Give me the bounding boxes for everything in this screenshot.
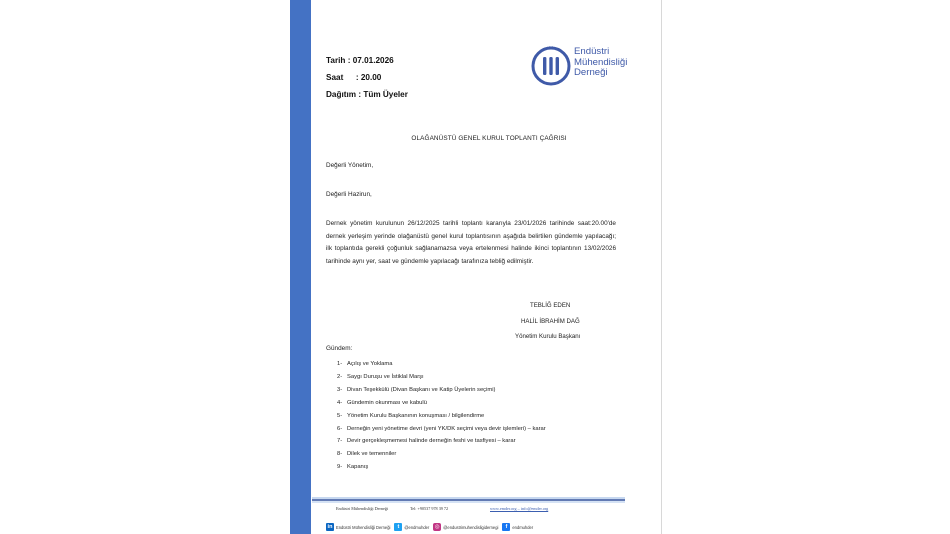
logo-line-2: Mühendisliği xyxy=(574,56,628,68)
logo-line-1: Endüstri xyxy=(574,46,610,57)
footer-org: Endüstri Mühendisliği Derneği xyxy=(336,506,389,511)
footer-phone: Tel: +90537 978 39 72 xyxy=(410,506,449,511)
header-meta xyxy=(326,52,408,103)
logo-arc-text: Endüstri Mühendisliği Derneği xyxy=(532,45,562,65)
time-label: Saat xyxy=(326,73,344,82)
date-label: Tarih xyxy=(326,56,346,65)
document-title: OLAĞANÜSTÜ GENEL KURUL TOPLANTI ÇAĞRISI xyxy=(411,135,567,142)
agenda-item: 9- Kapanış xyxy=(337,464,369,471)
agenda-item: 4- Gündemin okunması ve kabulü xyxy=(337,399,427,406)
date-row xyxy=(326,52,408,69)
footer-links[interactable]: www.emder.org – info@emder.org xyxy=(490,506,549,511)
time-row xyxy=(326,69,408,86)
greeting-attendees: Değerli Hazirun, xyxy=(326,191,372,198)
distribution-value: : Tüm Üyeler xyxy=(358,90,408,99)
social-bar xyxy=(326,522,537,532)
facebook-icon: f xyxy=(502,523,510,531)
agenda-item: 6- Derneğin yeni yönetime devri (yeni YK/DK seçimi veya devir işlemleri) – karar xyxy=(337,425,546,432)
agenda-item: 7- Devir gerçekleşmemesi halinde derneğin feshi ve tasfiyesi – karar xyxy=(337,438,516,445)
agenda-item: 1- Açılış ve Yoklama xyxy=(337,361,393,367)
left-accent-stripe xyxy=(290,0,311,534)
agenda-heading: Gündem: xyxy=(326,345,353,352)
twitter-icon: t xyxy=(394,523,402,531)
logo-line-3: Derneği xyxy=(574,67,608,78)
agenda-item: 5- Yönetim Kurulu Başkanının konuşması / bilgilendirme xyxy=(337,412,485,419)
logo-wordmark xyxy=(574,47,627,79)
footer-divider xyxy=(312,496,625,504)
social-instagram[interactable]: ◎ @endustrimuhendisligidernegi xyxy=(434,524,499,530)
social-linkedin[interactable]: in Endüstri Mühendisliği Derneği xyxy=(327,524,391,530)
agenda-list xyxy=(337,358,546,474)
distribution-row xyxy=(326,86,408,103)
agenda-item: 2- Saygı Duruşu ve İstiklal Marşı xyxy=(337,373,424,380)
instagram-icon: ◎ xyxy=(434,524,440,530)
greeting-management: Değerli Yönetim, xyxy=(326,162,374,169)
social-twitter[interactable]: t @endmuhder xyxy=(394,523,429,531)
signature-role: Yönetim Kurulu Başkanı xyxy=(515,333,581,340)
social-facebook[interactable]: f endmuhder xyxy=(502,523,533,531)
distribution-label: Dağıtım xyxy=(326,90,357,99)
signature-heading: TEBLİĞ EDEN xyxy=(530,302,571,309)
body-paragraph: Dernek yönetim kurulunun 26/12/2025 tarihli toplantı kararıyla 23/01/2026 tarihinde saat:20.00'de dernek yerleşim yerinde olağanüstü genel kurul toplantısının aşağıda belirtilen gündemle yapılacağı; ilk toplantıda gerekli çoğunluk sağlanamazsa veya ertelenmesi halinde ikinci toplantının 13/02/2026 tarihinde aynı yer, saat ve gündemle yapılacağı tarafınıza tebliğ edilmiştir. xyxy=(326,220,616,265)
date-value: : 07.01.2026 xyxy=(347,56,394,65)
agenda-item: 8- Dilek ve temenniler xyxy=(337,451,397,458)
agenda-item: 3- Divan Teşekkülü (Divan Başkanı ve Katip Üyelerin seçimi) xyxy=(337,386,496,393)
linkedin-icon: in xyxy=(327,524,333,530)
signature-name: HALİL İBRAHİM DAĞ xyxy=(521,318,580,325)
time-value: : 20.00 xyxy=(355,73,382,82)
